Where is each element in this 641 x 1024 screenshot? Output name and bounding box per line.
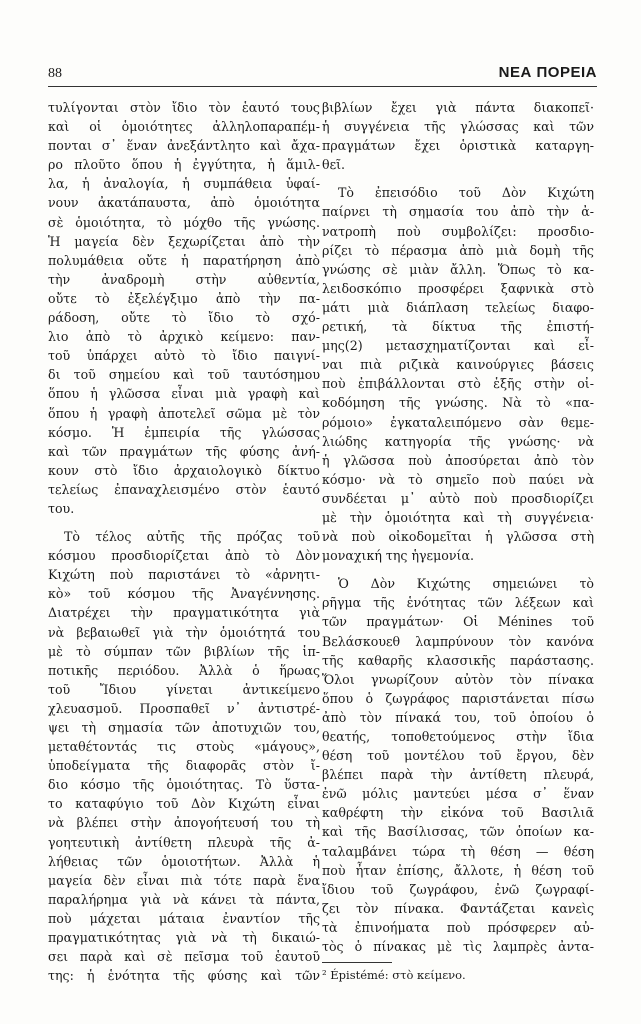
text-line: κόσμο· νὰ τὸ σημεῖο ποὺ παύει νὰ — [322, 471, 594, 487]
text-line: ποὺ ἦταν ἐπίσης, ἄλλοτε, ἡ θέση τοῦ — [322, 862, 594, 878]
text-line: ρετική, τὰ δίκτυα τῆς ἐπιστή- — [322, 319, 594, 335]
text-line: συνδέεται μ᾽ αὐτὸ ποὺ προσδιορίζει — [322, 490, 594, 506]
text-line: νατροπὴ ποὺ συμβολίζει: προσδιο- — [322, 223, 594, 239]
text-line: τὸς ὁ πίνακας μὲ τὶς λαμπρὲς ἀντα- — [322, 939, 594, 955]
paragraph-gap — [322, 174, 594, 183]
text-line: μὲ τὸ σύμπαν τῶν βιβλίων τῆς ἱπ- — [48, 643, 320, 659]
text-line: Ὅλοι γνωρίζουν αὐτὸν τὸν πίνακα — [322, 671, 594, 687]
text-line: ναι πιὰ ριζικὰ καινούργιες βάσεις — [322, 357, 594, 373]
text-line: χλευασμοῦ. Προσπαθεῖ ν᾽ ἀντιστρέ- — [48, 700, 320, 716]
text-line: λα, ἡ ἀναλογία, ἡ συμπάθεια ὑφαί- — [48, 176, 320, 192]
text-line: τελείως ἐπαναχλεισμένο στὸν ἑαυτό — [48, 481, 320, 497]
text-line: μης(2) μετασχηματίζονται καὶ εἶ- — [322, 338, 594, 354]
text-line: τοῦ Ἴδιου γίνεται ἀντικείμενο — [48, 681, 320, 697]
text-line: Κιχώτη ποὺ παριστάνει τὸ «ἀρνητι- — [48, 567, 320, 583]
header-rule — [48, 86, 597, 87]
text-line: λιο ἀπὸ τὸ ἀρχικὸ κείμενο: παν- — [48, 329, 320, 345]
text-line: ὅπου ὁ ζωγράφος παριστάνεται πίσω — [322, 690, 594, 706]
text-line: Τὸ τέλος αὐτῆς τῆς πρόζας τοῦ — [64, 529, 320, 545]
text-line: τῶν πραγμάτων· Οἱ Ménines τοῦ — [322, 614, 594, 630]
text-line: μαγεία δὲν εἶναι πιὰ τότε παρὰ ἕνα — [48, 872, 320, 888]
text-line: λειδοσκόπιο προσφέρει ξαφνικὰ στὸ — [322, 280, 594, 296]
text-line: μάτι μιὰ διάπλαση τελείως διαφο- — [322, 299, 594, 315]
text-line: Ἡ μαγεία δὲν ξεχωρίζεται ἀπὸ τὴν — [48, 233, 320, 249]
text-line: ποὺ ἐπιβάλλονται στὸ ἑξῆς στὴν οἰ- — [322, 376, 594, 392]
text-line: ἡ συγγένεια τῆς γλώσσας καὶ τῶν — [322, 119, 594, 135]
text-line: καθρέφτη τὴν εἰκόνα τοῦ Βασιλιᾶ — [322, 805, 594, 821]
right-column — [322, 98, 594, 983]
text-line: πραγμάτων ἔχει ὁριστικὰ καταργη- — [322, 138, 594, 154]
text-line: μὲ τὴν ὁμοιότητα καὶ τὴ συγγένεια· — [322, 509, 594, 525]
text-line: τυλίγονται στὸν ἴδιο τὸν ἑαυτό τους — [48, 100, 320, 115]
text-line: θεῖ. — [322, 157, 346, 173]
page-number: 88 — [48, 66, 62, 81]
text-line: θέση τοῦ μοντέλου τοῦ ἔργου, δὲν — [322, 748, 594, 764]
text-line: μοναχική της ἡγεμονία. — [322, 548, 474, 564]
text-line: ρῆγμα τῆς ἑνότητας τῶν λέξεων καὶ — [322, 595, 594, 611]
text-line: κοδόμηση τῆς γνώσης. Νὰ τὸ «πα- — [322, 395, 594, 411]
text-line: τοῦ ὑπάρχει αὐτὸ τὸ ἴδιο παιγνί- — [48, 348, 320, 364]
text-line: Διατρέχει τὴν πραγματικότητα γιὰ — [48, 605, 320, 621]
text-line: καὶ οἱ ὁμοιότητες ἀλληλοπαραπέμ- — [48, 119, 320, 135]
text-line: βλέπει παρὰ τὴν ἀντίθετη πλευρά, — [322, 767, 594, 783]
text-line: ποτικῆς περιόδου. Ἀλλὰ ὁ ἥρωας — [48, 662, 320, 678]
text-line: δι τοῦ σημείου καὶ τοῦ ταυτόσημου — [48, 367, 320, 383]
text-line: βιβλίων ἔχει γιὰ πάντα διακοπεῖ· — [322, 100, 594, 115]
text-line: θεατής, τοποθετούμενος στὴν ἴδια — [322, 729, 594, 744]
text-line: νὰ βλέπει στὴν ἀπογοήτευσή του τὴ — [48, 815, 320, 831]
text-line: καὶ τῶν πραγμάτων τῆς φύσης ἀνή- — [48, 443, 320, 459]
text-line: διο κόσμο τῆς ὁμοιότητας. Τὸ ὕστα- — [48, 777, 320, 793]
text-line: ποὺ μάχεται μάταια ἐναντίον τῆς — [48, 910, 320, 926]
text-line: Βελάσκουεθ λαμπρύνουν τὸν κανόνα — [322, 633, 594, 649]
text-line: πονται σ᾽ ἕναν ἀνεξάντλητο καὶ ἄχα- — [48, 138, 320, 154]
text-line: Τὸ ἐπεισόδιο τοῦ Δὸν Κιχώτη — [338, 185, 594, 201]
text-line: γοητευτικὴ ἀντίθετη πλευρὰ τῆς ἀ- — [48, 834, 320, 850]
text-line: ρίζει τὸ πέρασμα ἀπὸ μιὰ δομὴ τῆς — [322, 242, 594, 258]
text-line: ταλαμβάνει τώρα τὴ θέση — θέση — [322, 843, 594, 859]
text-line: κόσμο. Ἡ ἐμπειρία τῆς γλώσσας — [48, 424, 320, 440]
footnote: ² Épistémé: στὸ κείμενο. — [322, 968, 466, 983]
text-line: καὶ τῆς Βασίλισσας, τῶν ὁποίων κα- — [322, 824, 594, 840]
journal-title: ΝΕΑ ΠΟΡΕΙΑ — [498, 64, 597, 81]
text-line: ψει τὴ σημασία τῶν ἀποτυχιῶν του, — [48, 720, 320, 735]
text-line: σὲ ὁμοιότητα, τὸ μόχθο τῆς γνώσης. — [48, 214, 320, 230]
footnote-rule — [322, 962, 392, 963]
left-column — [48, 98, 320, 985]
text-line: ἀπὸ τὸν πίνακά του, τοῦ ὁποίου ὁ — [322, 709, 594, 725]
text-line: οὔτε τὸ ἐξελέγξιμο ἀπὸ τὴν πα- — [48, 290, 320, 306]
text-line: Ὁ Δὸν Κιχώτης σημειώνει τὸ — [338, 576, 594, 592]
text-line: της: ἡ ἑνότητα τῆς φύσης καὶ τῶν — [48, 968, 320, 984]
text-line: κὸ» τοῦ κόσμου τῆς Ἀναγέννησης. — [48, 586, 320, 602]
text-line: ρο πλοῦτο ὅπου ἡ ἐγγύτητα, ἡ ἅμιλ- — [48, 157, 320, 173]
text-line: ὅπου ἡ γραφὴ ἀποτελεῖ σῶμα μὲ τὸν — [48, 405, 320, 421]
text-line: κόσμου προσδιορίζεται ἀπὸ τὸ Δὸν — [48, 548, 320, 564]
text-line: τῆς καθαρῆς κλασσικῆς παράστασης. — [322, 652, 594, 668]
text-line: ρόμοιο» ἐγκαταλειπόμενο σὰν θεμε- — [322, 414, 594, 430]
text-line: ἐνῶ μόλις μαντεύει μέσα σ᾽ ἕναν — [322, 786, 594, 802]
text-line: νὰ βεβαιωθεῖ γιὰ τὴν ὁμοιότητά του — [48, 624, 320, 640]
text-line: του. — [48, 500, 75, 516]
text-line: λιώδης κατηγορία τῆς γνώσης· νὰ — [322, 433, 594, 449]
text-line: νὰ ποὺ οἰκοδομεῖται ἡ γλῶσσα στὴ — [322, 529, 594, 545]
paragraph-gap — [48, 518, 320, 527]
text-line: παραλήρημα γιὰ νὰ κάνει τὰ πάντα, — [48, 891, 320, 907]
text-line: μεταθέτοντάς τις στοὺς «μάγους», — [48, 739, 320, 755]
text-line: νουν ἀκατάπαυστα, ἀπὸ ὁμοιότητα — [48, 195, 320, 211]
text-line: ὑποδείγματα τῆς διαφορᾶς στὸν ἴ- — [48, 758, 320, 774]
text-line: το καταφύγιο τοῦ Δὸν Κιχώτη εἶναι — [48, 796, 320, 812]
text-line: ὅπου ἡ γλῶσσα εἶναι μιὰ γραφὴ καὶ — [48, 386, 320, 402]
text-line: πραγματικότητας γιὰ νὰ τὴ δικαιώ- — [48, 930, 320, 946]
paragraph-gap — [322, 565, 594, 574]
text-line: ράδοση, οὔτε τὸ ἴδιο τὸ σχό- — [48, 310, 320, 326]
text-line: πολυμάθεια οὔτε ἡ παρατήρηση ἀπὸ — [48, 252, 320, 268]
text-line: σει παρὰ καὶ σὲ πεῖσμα τοῦ ἑαυτοῦ — [48, 949, 320, 965]
text-line: παίρνει τὴ σημασία του ἀπὸ τὴν ἀ- — [322, 204, 594, 220]
text-line: λήθειας τῶν ὁμοιοτήτων. Ἀλλὰ ἡ — [48, 853, 320, 869]
text-line: ζει τὸν πίνακα. Φαντάζεται κανεὶς — [322, 900, 594, 916]
text-line: κουν στὸ ἴδιο ἀρχαιολογικὸ δίκτυο — [48, 462, 320, 478]
text-line: ἡ γλῶσσα ποὺ ἀποσύρεται ἀπὸ τὸν — [322, 452, 594, 468]
text-line: τὰ ἐπινοήματα ποὺ πρόσφερεν αὐ- — [322, 919, 594, 935]
text-line: τὴν ἀναδρομὴ στὴν αὐθεντία, — [48, 271, 320, 287]
text-line: ἴδιου τοῦ ζωγράφου, ἐνῶ ζωγραφί- — [322, 881, 594, 897]
text-line: γνώσης σὲ μιὰν ἄλλη. Ὅπως τὸ κα- — [322, 261, 594, 277]
